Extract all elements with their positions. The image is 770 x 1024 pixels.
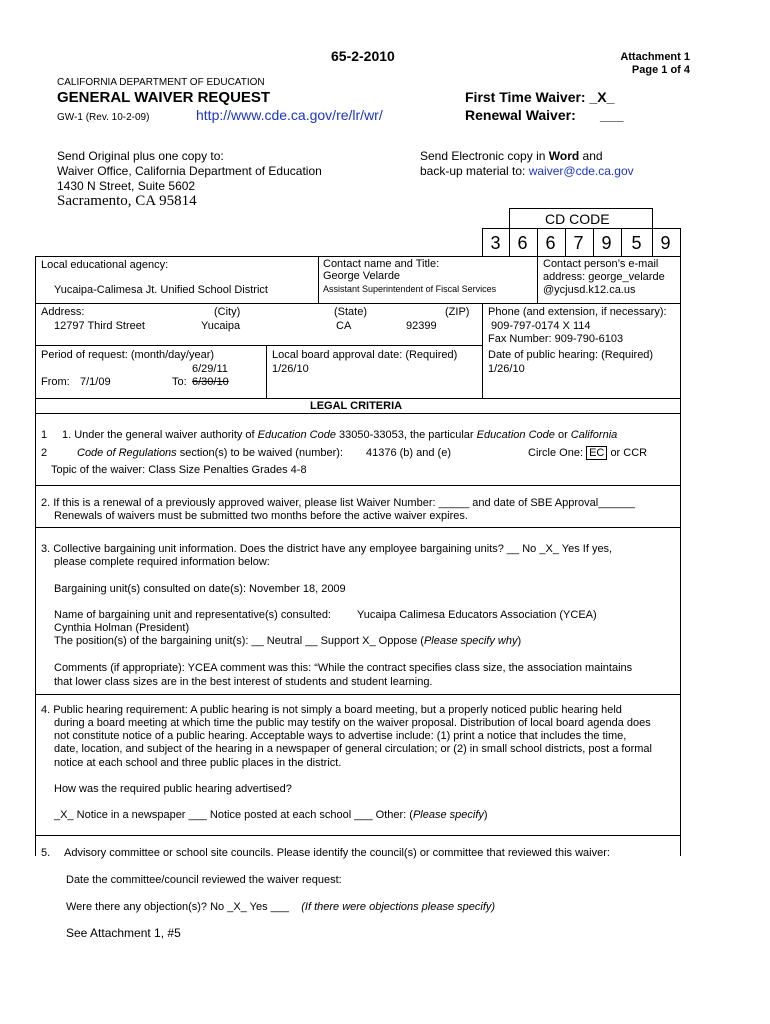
- zip-label: (ZIP): [445, 306, 470, 318]
- section3-line1: 3. Collective bargaining unit information. Does the district have any employee bargaining units? __ No _X_ Yes If yes,: [41, 543, 613, 555]
- renewal-waiver-label: Renewal Waiver:: [465, 107, 576, 123]
- send-original-line2: Waiver Office, California Department of Education: [57, 164, 322, 178]
- cd-code-label: CD CODE: [545, 211, 610, 227]
- fax-value: Fax Number: 909-790-6103: [488, 333, 624, 345]
- email-label-line3: @ycjusd.k12.ca.us: [543, 284, 636, 296]
- phone-label: Phone (and extension, if necessary):: [488, 306, 667, 318]
- section5-line1: Advisory committee or school site councils. Please identify the council(s) or committee that reviewed this waiver:: [64, 847, 610, 859]
- send-original-line1: Send Original plus one copy to:: [57, 149, 224, 163]
- legal-line-2: Code of Regulations section(s) to be waived (number):: [77, 447, 343, 459]
- legal-number-2: 2: [41, 447, 48, 459]
- bargaining-unit-label: Name of bargaining unit and representative(s) consulted:: [54, 609, 331, 621]
- objections-question: Were there any objection(s)? No _X_ Yes ___ (If there were objections please specify): [66, 901, 496, 913]
- agency-value: Yucaipa-Calimesa Jt. Unified School District: [54, 284, 268, 296]
- period-from-label: From:: [41, 376, 70, 388]
- section5-number: 5.: [41, 847, 51, 859]
- legal-number-1: 1: [41, 429, 48, 441]
- phone-value: 909-797-0174 X 114: [491, 320, 591, 332]
- hearing-advertised-question: How was the required public hearing advertised?: [54, 783, 292, 795]
- contact-label: Contact name and Title:: [323, 258, 440, 270]
- board-approval-label: Local board approval date: (Required): [272, 349, 458, 361]
- contact-name: George Velarde: [323, 270, 401, 282]
- period-to-new: 6/29/11: [192, 363, 228, 375]
- form-title: GENERAL WAIVER REQUEST: [57, 89, 271, 106]
- address-street: 12797 Third Street: [54, 320, 145, 332]
- zip-value: 92399: [406, 320, 437, 332]
- cd-code-digit: 3: [490, 233, 501, 253]
- period-to-old: 6/30/10: [192, 376, 229, 388]
- cd-code-digit: 9: [660, 233, 671, 253]
- send-electronic-line1: Send Electronic copy in Word and: [420, 149, 603, 163]
- send-original-line3: 1430 N Street, Suite 5602: [57, 179, 196, 193]
- renewal-waiver-value: ___: [600, 107, 624, 123]
- bargaining-representative: Cynthia Holman (President): [54, 622, 190, 634]
- cd-code-digit: 6: [545, 233, 556, 253]
- page-number: Page 1 of 4: [631, 64, 690, 76]
- bargaining-consulted-date: Bargaining unit(s) consulted on date(s): November 18, 2009: [54, 583, 346, 595]
- city-value: Yucaipa: [201, 320, 241, 332]
- period-label: Period of request: (month/day/year): [41, 349, 215, 361]
- state-value: CA: [336, 320, 352, 332]
- section3-line2: please complete required information below:: [54, 556, 270, 568]
- waiver-email-link[interactable]: waiver@cde.ca.gov: [528, 164, 634, 178]
- state-label: (State): [334, 306, 368, 318]
- cd-code-digit: 9: [601, 233, 612, 253]
- address-label: Address:: [41, 306, 85, 318]
- section2-line2: Renewals of waivers must be submitted two months before the active waiver expires.: [54, 510, 468, 522]
- cd-code-digit: 6: [517, 233, 528, 253]
- first-time-waiver: First Time Waiver: _X_: [465, 89, 615, 105]
- cd-code-digit: 7: [573, 233, 584, 253]
- bargaining-position: The position(s) of the bargaining unit(s): __ Neutral __ Support X_ Oppose (Please specify why): [54, 635, 522, 647]
- ec-circled: EC: [586, 446, 607, 460]
- section4-line4: date, location, and subject of the hearing in a newspaper of general circulation; or (2) in small school districts, post a formal: [54, 743, 652, 755]
- comments-line1: Comments (if appropriate): YCEA comment was this: “While the contract specifies class size, the association maintains: [54, 662, 633, 674]
- hearing-date-label: Date of public hearing: (Required): [488, 349, 654, 361]
- period-to-label: To:: [172, 376, 187, 388]
- comments-line2: that lower class sizes are in the best interest of students and student learning.: [54, 676, 433, 688]
- section4-line3: not constitute notice of a public hearing. Acceptable ways to advertise include: (1) print a notice that includes the time,: [54, 730, 627, 742]
- attachment-label: Attachment 1: [620, 51, 690, 63]
- section4-line2: during a board meeting at which time the public may testify on the waiver proposal. Distribution of local board agenda does: [54, 717, 651, 729]
- section2-line1: 2. If this is a renewal of a previously approved waiver, please list Waiver Number: _____ and date of SBE Approval______: [41, 497, 635, 509]
- waiver-topic: Topic of the waiver: Class Size Penalties Grades 4-8: [51, 464, 307, 476]
- email-label-line2: address: george_velarde: [543, 271, 665, 283]
- agency-label: Local educational agency:: [41, 259, 169, 271]
- send-original-line4: Sacramento, CA 95814: [57, 193, 197, 209]
- period-from-value: 7/1/09: [80, 376, 111, 388]
- bargaining-unit-name: Yucaipa Calimesa Educators Association (YCEA): [357, 609, 597, 621]
- hearing-date-value: 1/26/10: [488, 363, 525, 375]
- department-name: CALIFORNIA DEPARTMENT OF EDUCATION: [57, 77, 265, 88]
- word-format-label: Word: [548, 149, 580, 163]
- legal-criteria-heading: LEGAL CRITERIA: [310, 400, 403, 412]
- city-label: (City): [214, 306, 241, 318]
- send-electronic-line2: back-up material to: waiver@cde.ca.gov: [420, 164, 634, 178]
- cd-code-digit: 5: [631, 233, 642, 253]
- see-attachment-note: See Attachment 1, #5: [66, 926, 181, 940]
- form-id: GW-1 (Rev. 10-2-09): [57, 112, 150, 123]
- section4-line1: 4. Public hearing requirement: A public hearing is not simply a board meeting, but a properly noticed public hearing held: [41, 704, 622, 716]
- committee-review-date-label: Date the committee/council reviewed the waiver request:: [66, 874, 342, 886]
- email-label-line1: Contact person’s e-mail: [543, 258, 659, 270]
- contact-title: Assistant Superintendent of Fiscal Services: [323, 284, 497, 294]
- document-date: 65-2-2010: [331, 48, 395, 64]
- waived-sections: 41376 (b) and (e): [366, 447, 451, 459]
- circle-one: Circle One: EC or CCR: [528, 447, 648, 459]
- waiver-url-link[interactable]: http://www.cde.ca.gov/re/lr/wr/: [196, 107, 383, 123]
- board-approval-value: 1/26/10: [272, 363, 309, 375]
- section4-line5: notice at each school and three public places in the district.: [54, 757, 342, 769]
- legal-line-1: 1. Under the general waiver authority of Education Code 33050-33053, the particular Education Code or California: [62, 429, 618, 441]
- hearing-advertised-options: _X_ Notice in a newspaper ___ Notice posted at each school ___ Other: (Please specify): [54, 809, 488, 821]
